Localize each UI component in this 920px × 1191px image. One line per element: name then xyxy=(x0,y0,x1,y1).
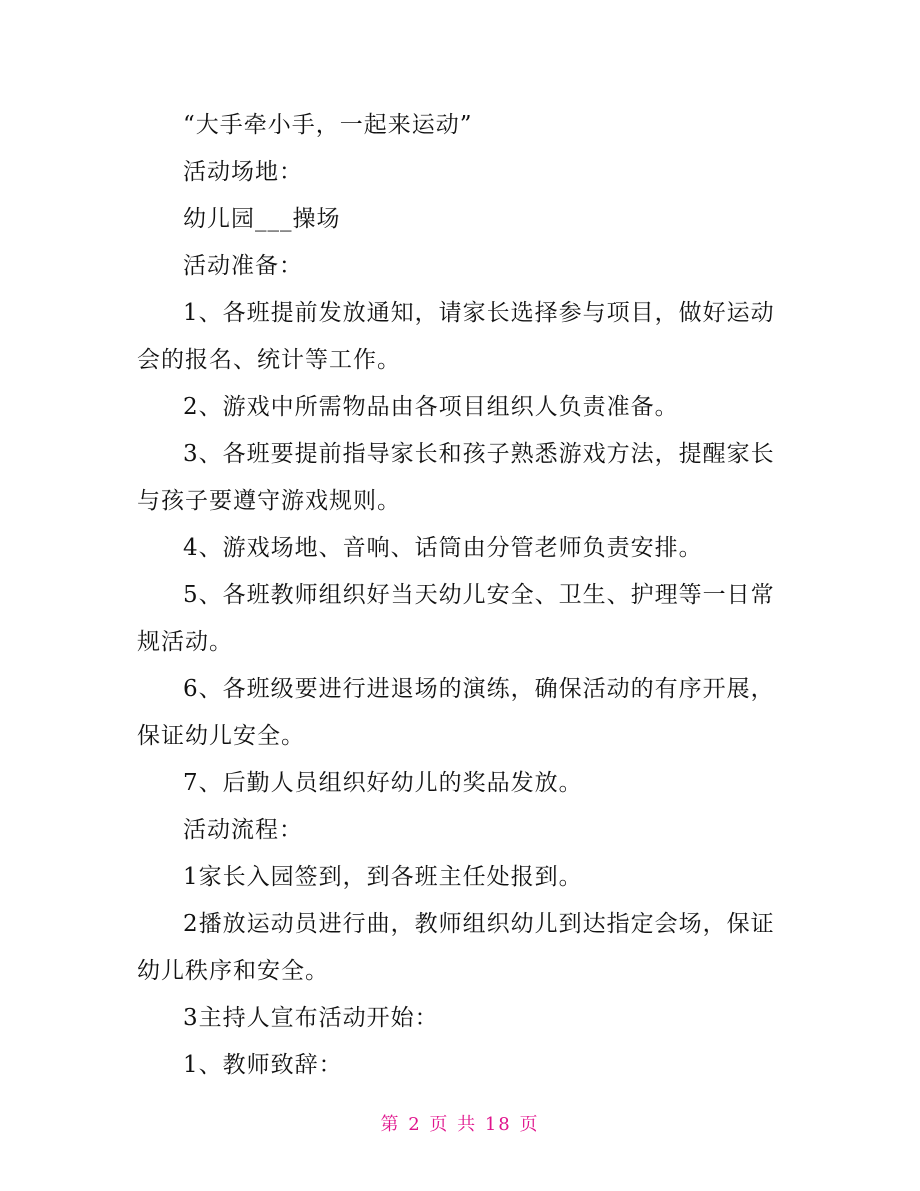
paragraph: 5、各班教师组织好当天幼儿安全、卫生、护理等一日常规活动。 xyxy=(137,582,775,655)
paragraph: 活动准备： xyxy=(183,253,303,279)
paragraph: 幼儿园___操场 xyxy=(183,206,341,232)
paragraph: 4、游戏场地、音响、话筒由分管老师负责安排。 xyxy=(183,535,703,561)
paragraph: 7、后勤人员组织好幼儿的奖品发放。 xyxy=(183,770,583,796)
paragraph: 1家长入园签到，到各班主任处报到。 xyxy=(183,864,583,890)
paragraph: 2播放运动员进行曲，教师组织幼儿到达指定会场，保证幼儿秩序和安全。 xyxy=(137,911,775,984)
page-number-label: 第 2 页 共 18 页 xyxy=(380,1114,540,1135)
paragraph: 3、各班要提前指导家长和孩子熟悉游戏方法，提醒家长与孩子要遵守游戏规则。 xyxy=(137,441,775,514)
page-footer xyxy=(0,1110,920,1136)
paragraph: 1、各班提前发放通知，请家长选择参与项目，做好运动会的报名、统计等工作。 xyxy=(137,300,775,373)
paragraph: 活动场地： xyxy=(183,159,303,185)
document-body xyxy=(137,102,777,1089)
paragraph: “大手牵小手，一起来运动” xyxy=(183,112,473,138)
paragraph: 1、教师致辞： xyxy=(183,1052,343,1078)
paragraph: 2、游戏中所需物品由各项目组织人负责准备。 xyxy=(183,394,679,420)
paragraph: 活动流程： xyxy=(183,817,303,843)
paragraph: 6、各班级要进行进退场的演练，确保活动的有序开展，保证幼儿安全。 xyxy=(137,676,775,749)
paragraph: 3主持人宣布活动开始： xyxy=(183,1005,439,1031)
